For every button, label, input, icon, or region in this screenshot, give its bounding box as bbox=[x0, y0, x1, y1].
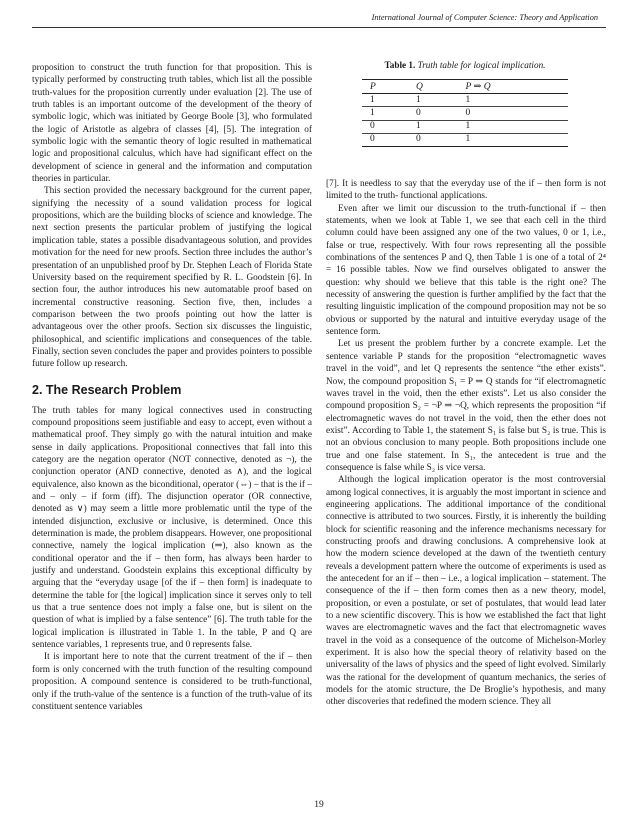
table-header-cell: P ⇒ Q bbox=[457, 80, 568, 94]
table-caption bbox=[362, 60, 568, 70]
table-cell: 0 bbox=[362, 133, 408, 146]
table-row bbox=[362, 107, 568, 120]
research-problem-paragraph: The truth tables for many logical connectives used in constructing compound propositions seem justifiable and easy to accept, even without a mathematical proof. They simply go with the natural intuition and make sense in daily applications. Propositional connectives that fall into this category are the negation operator (NOT connective, denoted as ¬), the conjunction operator (AND connective, denoted as ∧), and the logical equivalence, also known as the biconditional, operator (⇔) – that is the if – and – only – if form (iff). The disjunction operator (OR connective, denoted as ∨) may seem a little more problematic until the type of the intended disjunction, exclusive or inclusive, is determined. Once this determination is made, the problem disappears. However, one propositional connective, namely the logical implication (⇒), also known as the conditional operator and the if – then form, has always been harder to justify and understand. Goodstein explains this exceptional difficulty by arguing that the “everyday usage [of the if – then form] is inadequate to determine the table for [the logical] implication since it serves only to tell us that a true sentence does not imply a false one, but is silent on the question of what is implied by a false sentence” [6]. The truth table for the logical implication is illustrated in Table 1. In the table, P and Q are sentence variables, 1 represents true, and 0 represents false. bbox=[32, 405, 312, 651]
section-heading: 2. The Research Problem bbox=[32, 382, 182, 397]
table-cell: 0 bbox=[457, 107, 568, 120]
truth-table bbox=[362, 79, 568, 147]
table-row bbox=[362, 120, 568, 133]
header-rule bbox=[32, 27, 606, 28]
page-number: 19 bbox=[314, 800, 324, 810]
table-caption-title: Truth table for logical implication. bbox=[417, 60, 546, 70]
table-cell: 0 bbox=[362, 120, 408, 133]
importance-paragraph: Although the logical implication operator is the most controversial among logical connectives, it is arguably the most important in science and engineering applications. The additional importance of the conditional connective is attributed to two sources. Firstly, it is inherently the building block for scientific reasoning and the inference mechanisms necessary for constructing proofs and drawing conclusions. A comprehensive look at how the modern science developed at the dawn of the twentieth century reveals a development pattern where the outcome of experiments is used as the antecedent for an if – then – i.e., a logical implication – statement. The consequence of the if – then form comes then as a new theory, model, proposition, or even a postulate, or set of postulates, that would lead later to a new scientific discovery. This is how we established the fact that light waves are electromagnetic waves and the fact that electromagnetic waves travel in the void as a consequence of the outcome of Michelson-Morley experiment. It is also how the special theory of relativity based on the universality of the laws of physics and the speed of light evolved. Similarly was the rational for the development of quantum mechanics, the series of models for the atomic structure, the De Broglie’s hypothesis, and many other discoveries that redefined the modern science. They all bbox=[326, 475, 606, 708]
continuation-paragraph: [7]. It is needless to say that the everyday use of the if – then form is not limited to the truth- functional applications. bbox=[326, 179, 606, 202]
table-cell: 1 bbox=[457, 133, 568, 146]
table-header-cell: Q bbox=[408, 80, 458, 94]
table-cell: 1 bbox=[457, 94, 568, 107]
table-discussion-paragraph: Even after we limit our discussion to the truth-functional if – then statements, when we look at Table 1, we see that each cell in the third column could have been assigned any one of the two values, 0 or 1, i.e., false or true, respectively. With four rows representing all the possible combinations of the sentences P and Q, then Table 1 is one of a total of 2⁴ = 16 possible tables. Now we find ourselves obligated to answer the question: why should we believe that this table is the right one? The necessity of answering the question is further amplified by the fact that the resulting linguistic implication of the compound proposition may not be so obvious or supported by the natural and intuitive everyday usage of the sentence form. bbox=[326, 203, 606, 338]
left-column bbox=[32, 62, 312, 713]
table-cell: 0 bbox=[408, 107, 458, 120]
table-cell: 1 bbox=[362, 94, 408, 107]
table-cell: 0 bbox=[408, 133, 458, 146]
truth-table-figure bbox=[362, 60, 568, 147]
right-column bbox=[326, 178, 606, 709]
table-header-cell: P bbox=[362, 80, 408, 94]
table-cell: 1 bbox=[408, 94, 458, 107]
table-cell: 1 bbox=[457, 120, 568, 133]
table-cell: 1 bbox=[362, 107, 408, 120]
running-header: International Journal of Computer Science: Theory and Application bbox=[371, 13, 598, 22]
intro-paragraph: proposition to construct the truth function for that proposition. This is typically performed by constructing truth tables, which list all the possible truth-values for the proposition currently under evaluation [2]. The use of truth tables is an important outcome of the development of the theory of symbolic logic, which was initiated by George Boole [3], who formulated the logic of Aristotle as algebra of classes [4], [5]. The integration of symbolic logic with the semantic theory of logic resulted in mathematical logic and propositional calculus, which have had significant effect on the development of science in general and the information and computation theories in particular. bbox=[32, 63, 312, 185]
table-caption-label: Table 1. bbox=[384, 60, 416, 70]
truth-function-paragraph: It is important here to note that the current treatment of the if – then form is only concerned with the truth function of the resulting compound proposition. A compound sentence is considered to be truth-functional, only if the truth-value of the sentence is a function of the truth-value of its constituent sentence variables bbox=[32, 652, 312, 712]
table-header-row bbox=[362, 80, 568, 94]
table-cell: 1 bbox=[408, 120, 458, 133]
overview-paragraph: This section provided the necessary background for the current paper, signifying the necessity of a sound validation process for logical propositions, which are the building blocks of science and knowledge. The next section presents the particular problem of justifying the logical implication table, states a possible disadvantageous solution, and provides motivation for the need for new proofs. Section three includes the author’s presentation of an unpublished proof by Dr. Stephen Leach of Florida State University based on the requirement specified by R. L. Goodstein [6]. In section four, the author introduces his new automatable proof based on incremental constructive reasoning. Section five, then, includes a comparison between the two proofs pointing out how the latter is advantageous over the other proofs. Section six discusses the linguistic, philosophical, and scientific implications and consequences of the table. Finally, section seven concludes the paper and provides pointers to possible future follow up research. bbox=[32, 186, 312, 370]
table-row bbox=[362, 133, 568, 146]
example-paragraph: Let us present the problem further by a concrete example. Let the sentence variable P stands for the proposition “electromagnetic waves travel in the void”, and let Q represents the sentence “the ether exists”. Now, the compound proposition S₁ = P ⇒ Q stands for “if electromagnetic waves travel in the void, then the ether exists”. Let us also consider the compound proposition S₂ = ¬P ⇒ ¬Q, which represents the proposition “if electromagnetic waves do not travel in the void, then the ether does not exist”. According to Table 1, the statement S₁ is false but S₂ is true. This is not an obvious conclusion to many people. Both propositions include one true and one false statement. In S₁, the antecedent is true and the consequence is false while S₂ is vice versa. bbox=[326, 339, 606, 473]
table-row bbox=[362, 94, 568, 107]
